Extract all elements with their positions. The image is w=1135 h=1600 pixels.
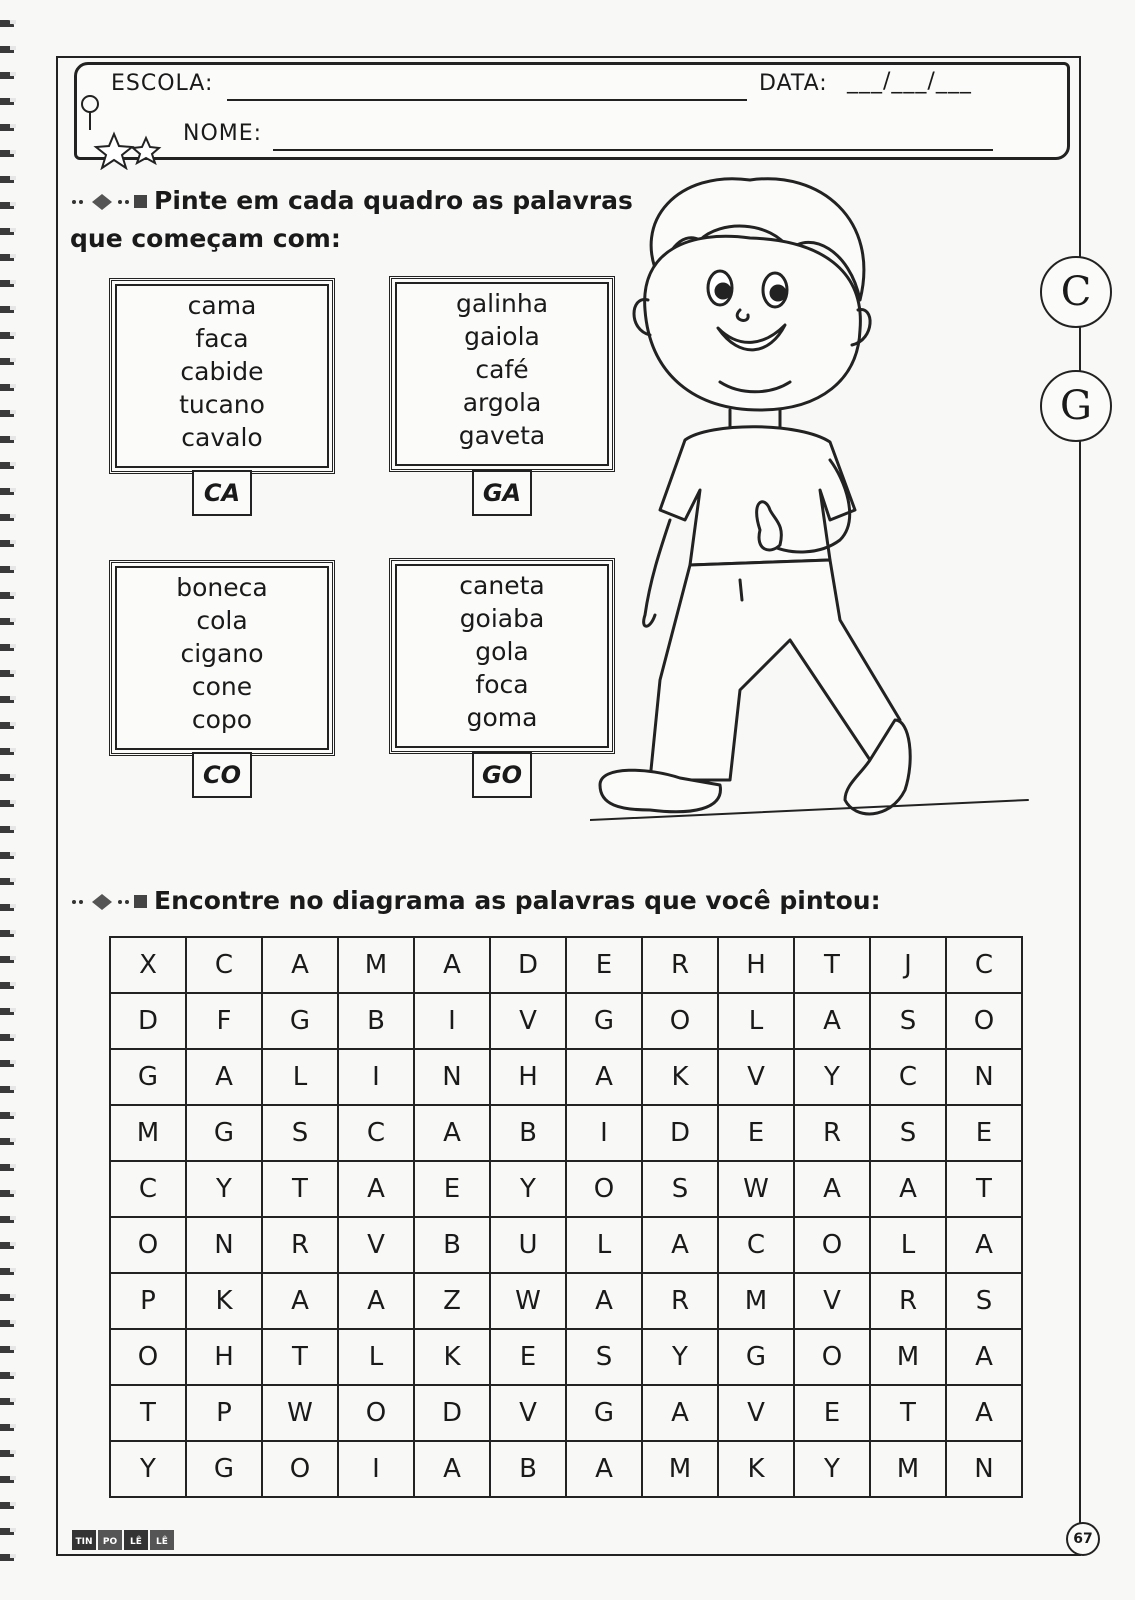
grid-cell[interactable]: D: [110, 993, 186, 1049]
grid-cell[interactable]: L: [262, 1049, 338, 1105]
grid-cell[interactable]: B: [338, 993, 414, 1049]
grid-row: [110, 1441, 1022, 1497]
name-field[interactable]: [273, 149, 993, 151]
grid-cell[interactable]: X: [110, 937, 186, 993]
grid-cell[interactable]: B: [490, 1105, 566, 1161]
grid-row: [110, 1385, 1022, 1441]
word[interactable]: gaveta: [458, 421, 546, 450]
grid-cell[interactable]: V: [338, 1217, 414, 1273]
grid-cell[interactable]: C: [870, 1049, 946, 1105]
grid-cell[interactable]: D: [490, 937, 566, 993]
grid-cell[interactable]: V: [718, 1385, 794, 1441]
word[interactable]: cavalo: [181, 423, 263, 452]
word[interactable]: cabide: [180, 357, 264, 386]
grid-cell[interactable]: V: [718, 1049, 794, 1105]
grid-cell[interactable]: Y: [110, 1441, 186, 1497]
grid-cell[interactable]: I: [338, 1049, 414, 1105]
grid-row: [110, 1217, 1022, 1273]
grid-cell[interactable]: O: [110, 1217, 186, 1273]
grid-cell[interactable]: J: [870, 937, 946, 993]
letter-circle-g: G: [1040, 370, 1112, 442]
spiral-holes: [10, 20, 16, 1580]
grid-cell[interactable]: O: [794, 1217, 870, 1273]
grid-row: [110, 1273, 1022, 1329]
grid-cell[interactable]: S: [870, 993, 946, 1049]
grid-cell[interactable]: A: [566, 1049, 642, 1105]
grid-cell[interactable]: G: [566, 993, 642, 1049]
grid-cell[interactable]: A: [946, 1329, 1022, 1385]
word[interactable]: copo: [191, 705, 253, 734]
grid-cell[interactable]: H: [186, 1329, 262, 1385]
grid-cell[interactable]: W: [262, 1385, 338, 1441]
grid-cell[interactable]: I: [566, 1105, 642, 1161]
date-field[interactable]: ___/___/___: [847, 69, 972, 94]
grid-row: [110, 1105, 1022, 1161]
word-box-co: [109, 560, 335, 756]
word-search-grid: [109, 936, 1023, 1498]
word[interactable]: gaiola: [464, 322, 540, 351]
grid-cell[interactable]: M: [642, 1441, 718, 1497]
tag-ga: GA: [472, 470, 532, 516]
grid-cell[interactable]: S: [566, 1329, 642, 1385]
grid-cell[interactable]: G: [110, 1049, 186, 1105]
grid-row: [110, 1049, 1022, 1105]
word[interactable]: galinha: [455, 289, 549, 318]
logo-word: TIN: [75, 1537, 93, 1547]
grid-cell[interactable]: L: [718, 993, 794, 1049]
grid-cell[interactable]: V: [794, 1273, 870, 1329]
grid-cell[interactable]: A: [414, 1105, 490, 1161]
grid-cell[interactable]: S: [946, 1273, 1022, 1329]
grid-cell[interactable]: M: [110, 1105, 186, 1161]
word-box-ca: [109, 278, 335, 474]
grid-cell[interactable]: Y: [794, 1049, 870, 1105]
grid-cell[interactable]: B: [414, 1217, 490, 1273]
grid-cell[interactable]: S: [262, 1105, 338, 1161]
instruction-find-text: Encontre no diagrama as palavras que você pintou:: [154, 886, 881, 915]
word-box-go: [389, 558, 615, 754]
header-box: [74, 62, 1070, 160]
grid-cell[interactable]: M: [718, 1273, 794, 1329]
word[interactable]: faca: [195, 324, 249, 353]
grid-cell[interactable]: E: [718, 1105, 794, 1161]
grid-cell[interactable]: C: [338, 1105, 414, 1161]
grid-cell[interactable]: O: [338, 1385, 414, 1441]
grid-cell[interactable]: Y: [490, 1161, 566, 1217]
grid-cell[interactable]: N: [186, 1217, 262, 1273]
grid-cell[interactable]: A: [186, 1049, 262, 1105]
grid-cell[interactable]: A: [414, 1441, 490, 1497]
grid-cell[interactable]: V: [490, 993, 566, 1049]
word-box-ga: [389, 276, 615, 472]
grid-cell[interactable]: S: [870, 1105, 946, 1161]
grid-cell[interactable]: A: [262, 937, 338, 993]
word[interactable]: tucano: [179, 390, 265, 419]
grid-cell[interactable]: T: [870, 1385, 946, 1441]
grid-cell[interactable]: A: [946, 1385, 1022, 1441]
grid-cell[interactable]: H: [490, 1049, 566, 1105]
grid-cell[interactable]: N: [946, 1049, 1022, 1105]
grid-cell[interactable]: P: [186, 1385, 262, 1441]
grid-cell[interactable]: T: [946, 1161, 1022, 1217]
grid-cell[interactable]: O: [566, 1161, 642, 1217]
grid-cell[interactable]: R: [794, 1105, 870, 1161]
word[interactable]: cola: [196, 606, 248, 635]
grid-cell[interactable]: G: [262, 993, 338, 1049]
pin-stars-icon: [64, 90, 164, 170]
grid-cell[interactable]: A: [566, 1273, 642, 1329]
grid-cell[interactable]: M: [870, 1329, 946, 1385]
logo-word: PO: [102, 1537, 118, 1547]
grid-cell[interactable]: E: [414, 1161, 490, 1217]
bullet-icon: [70, 892, 148, 912]
word[interactable]: boneca: [176, 573, 268, 602]
grid-cell[interactable]: B: [490, 1441, 566, 1497]
grid-cell[interactable]: Y: [186, 1161, 262, 1217]
grid-cell[interactable]: P: [110, 1273, 186, 1329]
grid-cell[interactable]: Y: [642, 1329, 718, 1385]
grid-cell[interactable]: A: [794, 1161, 870, 1217]
grid-cell[interactable]: I: [338, 1441, 414, 1497]
grid-cell[interactable]: I: [414, 993, 490, 1049]
school-field[interactable]: [227, 99, 747, 101]
grid-cell[interactable]: L: [870, 1217, 946, 1273]
name-label: NOME:: [183, 121, 263, 146]
grid-cell[interactable]: L: [338, 1329, 414, 1385]
grid-cell[interactable]: N: [946, 1441, 1022, 1497]
grid-cell[interactable]: O: [642, 993, 718, 1049]
grid-row: [110, 1329, 1022, 1385]
boy-illustration: [590, 160, 1050, 850]
grid-row: [110, 937, 1022, 993]
grid-cell[interactable]: T: [110, 1385, 186, 1441]
grid-cell[interactable]: K: [186, 1273, 262, 1329]
date-label: DATA:: [759, 71, 828, 96]
grid-cell[interactable]: A: [338, 1161, 414, 1217]
letter-circle-c: C: [1040, 256, 1112, 328]
grid-cell[interactable]: T: [262, 1329, 338, 1385]
grid-cell[interactable]: K: [414, 1329, 490, 1385]
grid-cell[interactable]: C: [186, 937, 262, 993]
word[interactable]: goma: [466, 703, 538, 732]
grid-cell[interactable]: A: [642, 1385, 718, 1441]
grid-cell[interactable]: O: [262, 1441, 338, 1497]
grid-cell[interactable]: W: [718, 1161, 794, 1217]
grid-cell[interactable]: Z: [414, 1273, 490, 1329]
grid-cell[interactable]: A: [946, 1217, 1022, 1273]
grid-cell[interactable]: U: [490, 1217, 566, 1273]
logo-word: LÊ: [130, 1537, 142, 1547]
grid-cell[interactable]: G: [718, 1329, 794, 1385]
grid-cell[interactable]: A: [794, 993, 870, 1049]
tag-go: GO: [472, 752, 532, 798]
grid-cell[interactable]: A: [566, 1441, 642, 1497]
grid-cell[interactable]: S: [642, 1161, 718, 1217]
grid-row: [110, 993, 1022, 1049]
grid-cell[interactable]: A: [338, 1273, 414, 1329]
word[interactable]: goiaba: [459, 604, 545, 633]
instruction-paint-line1: Pinte em cada quadro as palavras: [154, 186, 633, 215]
grid-cell[interactable]: K: [642, 1049, 718, 1105]
grid-cell[interactable]: H: [718, 937, 794, 993]
grid-cell[interactable]: E: [794, 1385, 870, 1441]
grid-cell[interactable]: O: [946, 993, 1022, 1049]
grid-cell[interactable]: N: [414, 1049, 490, 1105]
grid-cell[interactable]: M: [870, 1441, 946, 1497]
grid-cell[interactable]: C: [110, 1161, 186, 1217]
page-number: 67: [1066, 1522, 1100, 1556]
word[interactable]: foca: [475, 670, 529, 699]
word[interactable]: café: [475, 355, 529, 384]
grid-cell[interactable]: T: [794, 937, 870, 993]
grid-cell[interactable]: R: [642, 1273, 718, 1329]
word[interactable]: argola: [462, 388, 542, 417]
grid-cell[interactable]: K: [718, 1441, 794, 1497]
grid-cell[interactable]: V: [490, 1385, 566, 1441]
logo-word: LÊ: [156, 1537, 168, 1547]
grid-cell[interactable]: A: [262, 1273, 338, 1329]
word[interactable]: cama: [187, 291, 257, 320]
grid-cell[interactable]: M: [338, 937, 414, 993]
school-label: ESCOLA:: [111, 71, 214, 96]
grid-cell[interactable]: R: [642, 937, 718, 993]
grid-cell[interactable]: R: [870, 1273, 946, 1329]
grid-cell[interactable]: R: [262, 1217, 338, 1273]
grid-cell[interactable]: D: [642, 1105, 718, 1161]
grid-cell[interactable]: C: [718, 1217, 794, 1273]
grid-row: [110, 1161, 1022, 1217]
instruction-paint-line2: que começam com:: [70, 224, 341, 253]
grid-cell[interactable]: C: [946, 937, 1022, 993]
grid-cell[interactable]: F: [186, 993, 262, 1049]
word[interactable]: caneta: [459, 571, 545, 600]
bullet-icon: [70, 192, 148, 212]
grid-cell[interactable]: A: [642, 1217, 718, 1273]
grid-cell[interactable]: L: [566, 1217, 642, 1273]
grid-cell[interactable]: T: [262, 1161, 338, 1217]
grid-cell[interactable]: A: [414, 937, 490, 993]
grid-cell[interactable]: O: [110, 1329, 186, 1385]
word[interactable]: gola: [475, 637, 529, 666]
grid-cell[interactable]: G: [186, 1441, 262, 1497]
grid-cell[interactable]: A: [870, 1161, 946, 1217]
grid-cell[interactable]: D: [414, 1385, 490, 1441]
grid-cell[interactable]: G: [566, 1385, 642, 1441]
publisher-logo: [72, 1528, 182, 1554]
grid-cell[interactable]: E: [490, 1329, 566, 1385]
instruction-find: [70, 882, 881, 920]
word[interactable]: cone: [191, 672, 253, 701]
grid-cell[interactable]: O: [794, 1329, 870, 1385]
word[interactable]: cigano: [180, 639, 264, 668]
tag-ca: CA: [192, 470, 252, 516]
tag-co: CO: [192, 752, 252, 798]
grid-cell[interactable]: G: [186, 1105, 262, 1161]
grid-cell[interactable]: Y: [794, 1441, 870, 1497]
instruction-paint: [70, 182, 633, 258]
grid-cell[interactable]: W: [490, 1273, 566, 1329]
grid-cell[interactable]: E: [566, 937, 642, 993]
grid-cell[interactable]: E: [946, 1105, 1022, 1161]
